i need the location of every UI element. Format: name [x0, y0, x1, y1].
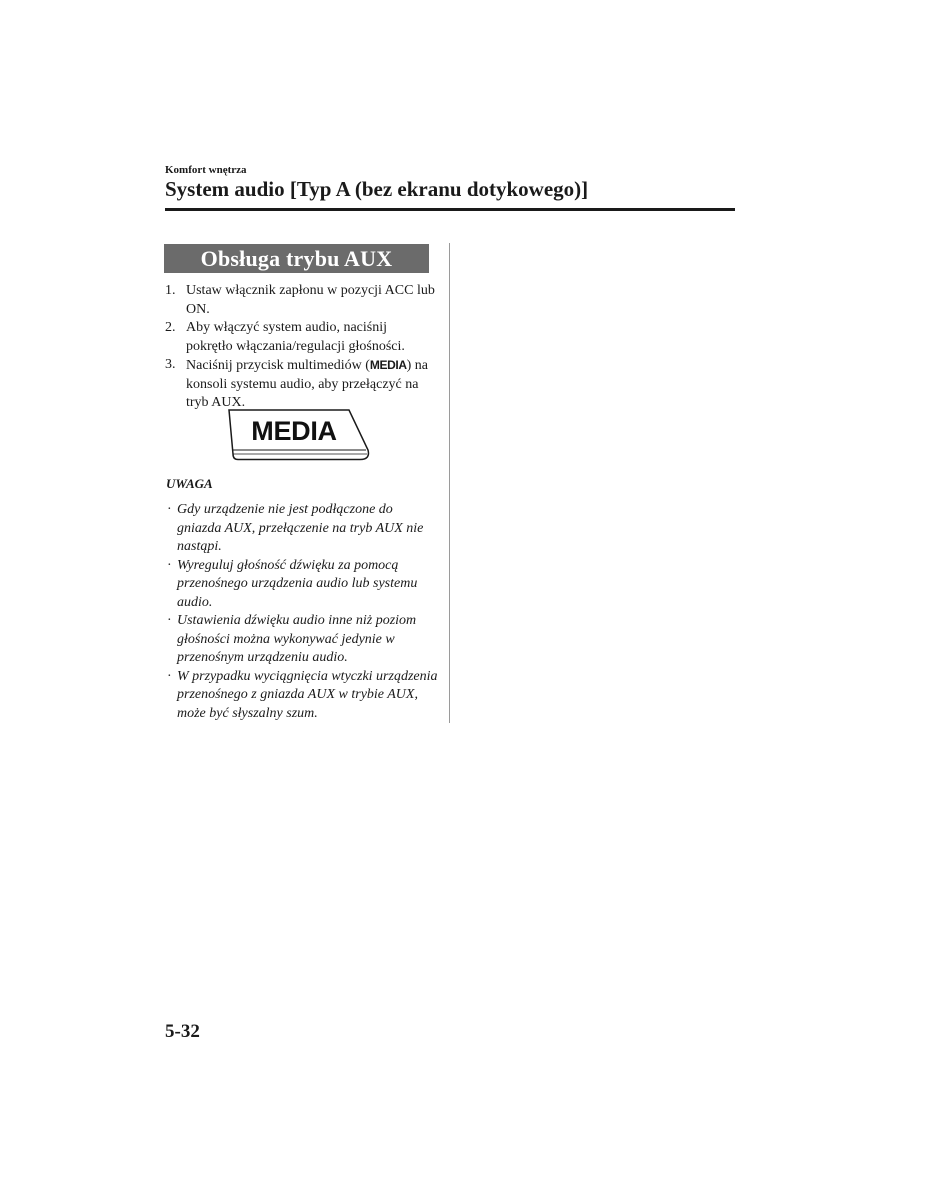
- note-item: [167, 612, 439, 668]
- note-bullet: ·: [167, 613, 172, 628]
- note-item: [167, 501, 439, 557]
- step-item: [165, 356, 435, 413]
- note-text: Ustawienia dźwięku audio inne niż poziom głośności można wykonywać jedynie w przenośnym urządzeniu audio.: [177, 613, 417, 665]
- step-item: [165, 282, 435, 319]
- note-text: Gdy urządzenie nie jest podłączone do gniazda AUX, przełączenie na tryb AUX nie nastąpi.: [177, 502, 424, 554]
- note-bullet: ·: [167, 668, 172, 684]
- section-heading: Obsługa trybu AUX: [164, 244, 429, 273]
- section-label: Komfort wnętrza: [165, 164, 247, 176]
- page-title: System audio [Typ A (bez ekranu dotykowego)]: [165, 177, 589, 201]
- note-text: Wyreguluj głośność dźwięku za pomocą przenośnego urządzenia audio lub systemu audio.: [177, 557, 418, 610]
- note-bullet: ·: [167, 502, 172, 517]
- column-divider: [449, 243, 450, 723]
- title-rule: [165, 208, 735, 211]
- note-list: [167, 501, 439, 723]
- step-text: Ustaw włącznik zapłonu w pozycji ACC lub ON.: [186, 283, 435, 317]
- step-number: 2.: [165, 320, 176, 335]
- media-button-label: MEDIA: [251, 416, 337, 446]
- note-text: W przypadku wyciągnięcia wtyczki urządzenia przenośnego z gniazda AUX w trybie AUX, może być słyszalny szum.: [177, 668, 438, 721]
- note-item: [167, 557, 439, 613]
- step-text-after: ) na konsoli systemu audio, aby przełączyć na tryb AUX.: [186, 358, 428, 410]
- note-item: [167, 668, 439, 724]
- note-bullet: ·: [167, 557, 172, 573]
- media-button-icon: [225, 408, 371, 464]
- step-number: 3.: [165, 357, 176, 372]
- steps-list: [165, 282, 435, 413]
- note-label: UWAGA: [166, 476, 213, 491]
- step-text: Aby włączyć system audio, naciśnij pokrętło włączania/regulacji głośności.: [186, 320, 405, 354]
- step-text-before: Naciśnij przycisk multimediów (: [186, 358, 370, 373]
- step-item: [165, 319, 435, 356]
- step-number: 1.: [165, 283, 176, 298]
- media-inline-label: MEDIA: [369, 358, 407, 372]
- page-number: 5-32: [165, 1021, 200, 1042]
